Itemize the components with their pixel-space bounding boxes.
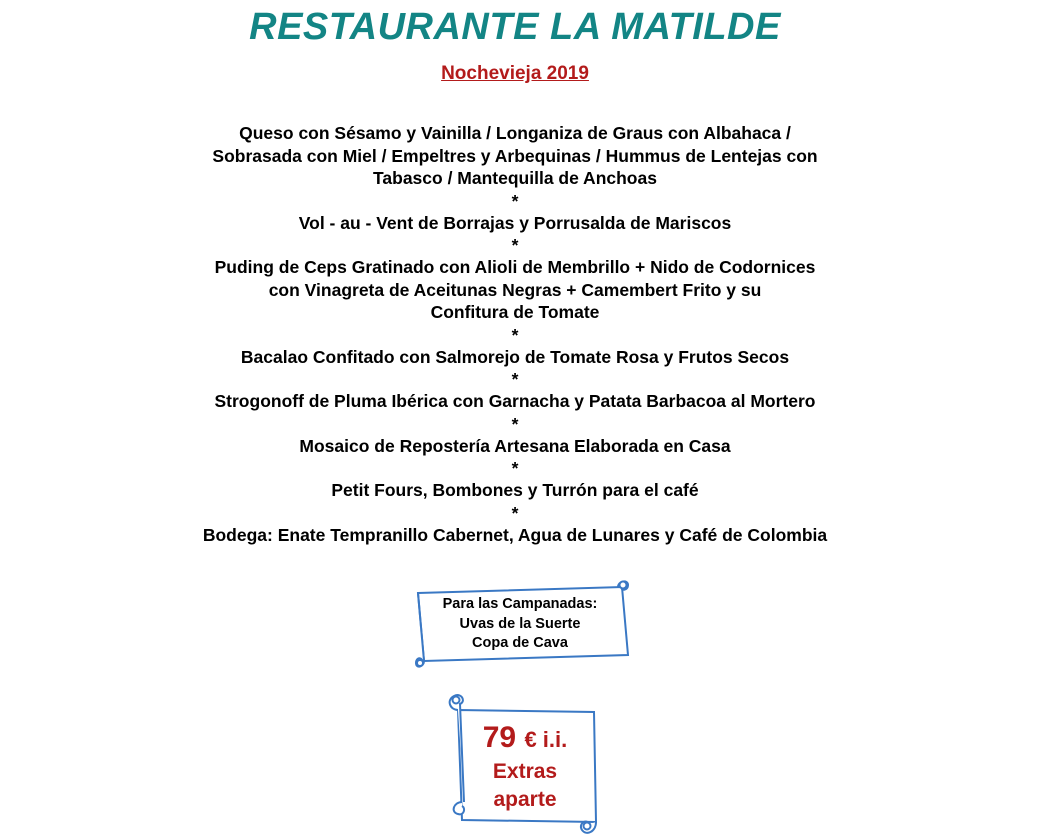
course-line: Queso con Sésamo y Vainilla / Longaniza de Graus con Albahaca / — [239, 123, 791, 143]
course-separator: * — [511, 235, 519, 255]
course-strogonoff — [170, 390, 860, 413]
event-subtitle: Nochevieja 2019 — [441, 63, 589, 84]
course-line: con Vinagreta de Aceitunas Negras + Camembert Frito y su — [268, 279, 762, 300]
campanadas-line: Uvas de la Suerte — [459, 615, 581, 632]
course-starters — [170, 122, 860, 190]
course-line: Bodega: Enate Tempranillo Cabernet, Agua de Lunares y Café de Colombia — [202, 524, 828, 545]
price-line — [460, 720, 590, 758]
price-scroll — [440, 690, 604, 838]
course-separator: * — [511, 324, 519, 345]
course-line: Puding de Ceps Gratinado con Alioli de Membrillo + Nido de Codornices — [214, 257, 816, 277]
course-line: Bacalao Confitado con Salmorejo de Tomate Rosa y Frutos Secos — [240, 346, 790, 367]
course-separator: * — [511, 502, 519, 523]
campanadas-line: Para las Campanadas: — [442, 596, 598, 612]
course-line: Tabasco / Mantequilla de Anchoas — [373, 168, 657, 188]
course-separator: * — [511, 413, 519, 434]
extras-line: Extras — [492, 760, 558, 783]
extras-line: aparte — [493, 788, 557, 811]
campanadas-line: Copa de Cava — [472, 635, 568, 651]
course-line: Mosaico de Repostería Artesana Elaborada en Casa — [299, 435, 731, 456]
course-puding — [170, 256, 860, 324]
course-bacalao — [170, 346, 860, 369]
course-line: Confitura de Tomate — [430, 302, 600, 322]
course-line: Petit Fours, Bombones y Turrón para el café — [331, 480, 699, 500]
course-petit-fours — [170, 479, 860, 502]
price-unit: € i.i. — [524, 727, 568, 752]
course-separator: * — [511, 369, 519, 389]
course-line: Sobrasada con Miel / Empeltres y Arbequinas / Hummus de Lentejas con — [212, 145, 818, 166]
course-separator: * — [511, 190, 519, 211]
course-line: Strogonoff de Pluma Ibérica con Garnacha y Patata Barbacoa al Mortero — [214, 391, 816, 411]
course-dessert — [170, 435, 860, 458]
restaurant-title: RESTAURANTE LA MATILDE — [249, 6, 781, 48]
price-amount: 79 — [482, 721, 517, 754]
campanadas-text — [424, 595, 616, 654]
campanadas-scroll — [410, 577, 634, 671]
course-bodega — [170, 524, 860, 547]
course-line: Vol - au - Vent de Borrajas y Porrusalda de Mariscos — [298, 212, 732, 233]
course-separator: * — [511, 458, 519, 478]
course-vol-au-vent — [170, 212, 860, 235]
menu-list — [170, 122, 860, 546]
price-text — [460, 720, 590, 814]
